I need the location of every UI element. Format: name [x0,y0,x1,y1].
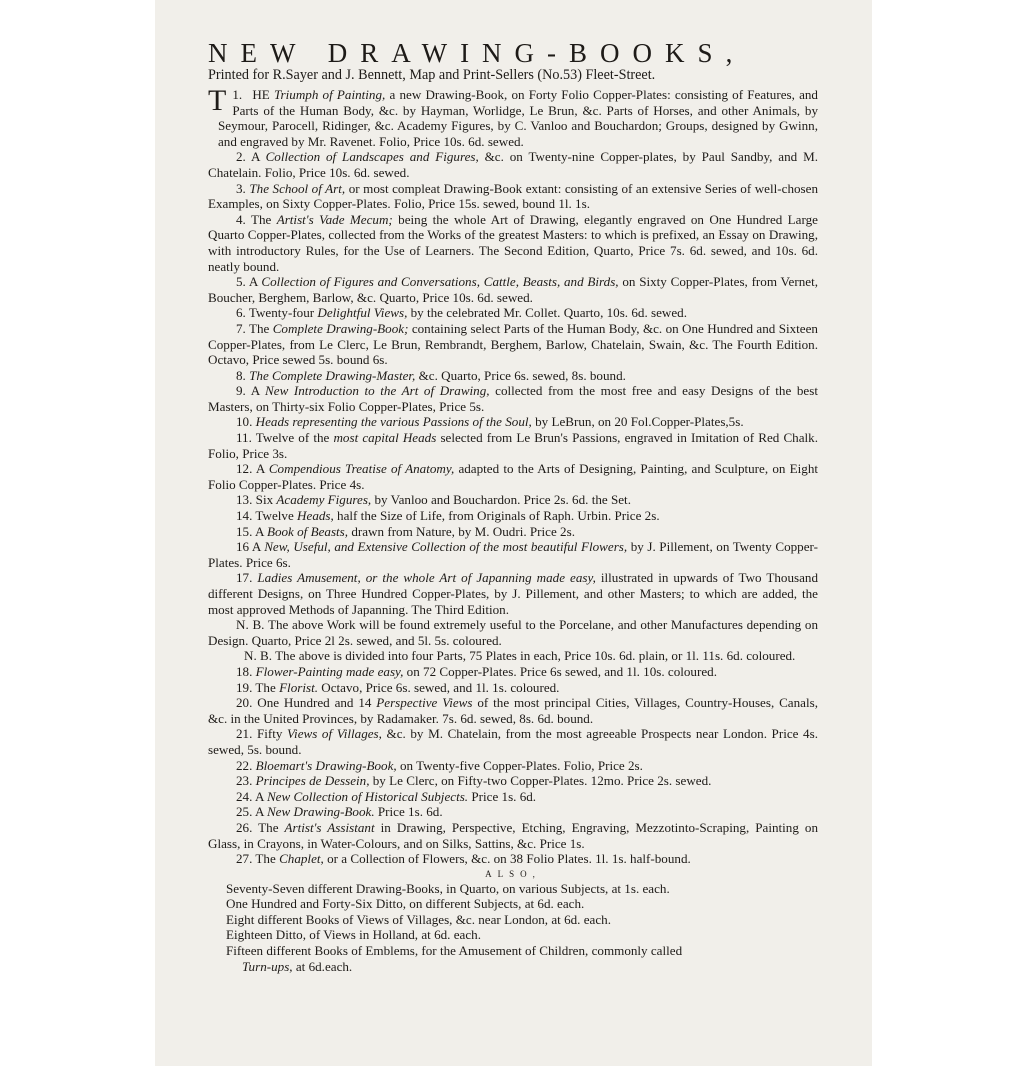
entry-number: 12. [236,461,253,477]
entry-number: 25. [236,804,253,820]
entry-lead: A [254,804,267,820]
catalogue-entry [208,680,818,696]
entry-lead: Twelve [255,508,298,524]
catalogue-entry [208,820,818,851]
entry-lead: HE [252,87,274,102]
entry-title: Flower-Painting made easy, [255,663,404,679]
entry-number: 2. [236,149,246,165]
also-item-last [226,959,818,975]
catalogue-entry [208,414,818,430]
turn-ups-title: Turn-ups, [242,958,293,974]
entry-number: 5. [236,274,246,290]
entry-number: 20. [236,695,253,711]
entry-title: Principes de Dessein, [255,773,370,789]
entry-number: 8. [236,367,246,383]
entry-title: Heads, [297,508,334,524]
entry-lead: A [251,539,265,555]
entry-title: The School of Art, [249,180,346,196]
entry-text: drawn from Nature, by M. Oudri. Price 2s. [348,523,575,539]
entry-text: a new Drawing-Book, on Forty Folio Copper-Plates: consisting of Features, and Parts of the Human Body, &c. by Hayman, Worlidge, Le Brun, &c. Parts of Horses, and other Animals, by Seymour, Parocell, Ridinger, &c. Academy Figures, by C. Vanloo and Bouchardon; Groups, designed by Gwinn, and engraved by Mr. Ravenet. Folio, Price 10s. 6d. sewed. [218,87,818,149]
entry-text: or most compleat Drawing-Book extant: consisting of an extensive Series of well-chosen Examples, on Sixty Copper-Plates. Folio, Price 15s. sewed, bound 1l. 1s. [208,180,818,212]
entry-title: Collection of Landscapes and Figures, [265,149,479,165]
entry-number: 19. [236,679,253,695]
catalogue-entry [208,508,818,524]
entry-number: 13. [236,492,253,508]
entry-text: The above is divided into four Parts, 75 Plates in each, Price 10s. 6d. plain, or 1l. 11s. 6d. coloured. [275,648,796,664]
entry-title: Academy Figures, [276,492,372,508]
entry-title: Delightful Views, [317,305,408,321]
entry-title: Views of Villages, [287,726,382,742]
entry-title: Compendious Treatise of Anatomy, [268,461,455,477]
entry-text: selected from Le Brun's Passions, engraved in Imitation of Red Chalk. Folio, Price 3s. [208,430,818,461]
catalogue-entry [208,181,818,212]
entry-lead: The [255,851,280,867]
entry-number: 3. [236,180,246,196]
entry-text: &c. Quarto, Price 6s. sewed, 8s. bound. [415,367,626,383]
entry-text: by J. Pillement, on Twenty Copper-Plates. Price 6s. [208,539,818,570]
catalogue-entry [208,773,818,789]
catalogue-entry [208,851,818,867]
catalogue-entry [208,648,818,664]
entry-title: Artist's Vade Mecum; [276,211,393,227]
entry-lead: A [250,149,266,165]
entry-text: collected from the most free and easy Designs of the best Masters, on Thirty-six Folio Copper-Plates, Price 5s. [208,383,818,414]
catalogue-entry [208,383,818,414]
entry-title: New Drawing-Book. [266,804,375,820]
entry-lead: A [250,383,266,399]
entry-title: The Complete Drawing-Master, [249,367,416,383]
entry-number: 9. [236,383,246,399]
catalogue-entry [208,758,818,774]
entry-text: being the whole Art of Drawing, elegantly engraved on One Hundred Large Quarto Copper-Plates, collected from the Works of the greatest Masters: to which is prefixed, an Essay on Drawing, with introductory Rules, for the Use of Learners. The Second Edition, Quarto, Price 7s. 6d. sewed, and 10s. 6d. neatly bound. [208,211,818,274]
entry-title: New, Useful, and Extensive Collection of the most beautiful Flowers, [264,539,628,555]
entry-text: Price 1s. 6d. [468,788,537,804]
entry-text: Price 1s. 6d. [374,804,443,820]
entry-lead: One Hundred and 14 [257,695,377,711]
entry-text: by Vanloo and Bouchardon. Price 2s. 6d. the Set. [371,492,631,508]
entry-lead: Twenty-four [248,305,318,321]
catalogue-entry [208,492,818,508]
entry-title: Heads representing the various Passions of the Soul, [255,414,532,430]
entry-lead: A [254,523,267,539]
entry-number: N. B. [244,648,273,664]
also-list [208,881,818,975]
also-item: One Hundred and Forty-Six Ditto, on different Subjects, at 6d. each. [226,896,585,912]
entry-text: or a Collection of Flowers, &c. on 38 Folio Plates. 1l. 1s. half-bound. [323,851,691,867]
entry-text: by the celebrated Mr. Collet. Quarto, 10s. 6d. sewed. [407,305,687,321]
entry-text: adapted to the Arts of Designing, Painting, and Sculpture, on Eight Folio Copper-Plates. Price 4s. [208,461,819,492]
entry-title: most capital Heads [333,430,437,446]
entry-lead: The [255,679,280,695]
entry-title: Ladies Amusement, or the whole Art of Japanning made easy, [257,570,596,586]
entry-lead: The [250,211,277,227]
catalogue-entry [208,804,818,820]
entry-title: Florist. [279,679,318,695]
entry-lead: Fifty [256,726,288,742]
catalogue-entry [208,726,818,757]
entry-text: by LeBrun, on 20 Fol.Copper-Plates,5s. [531,414,744,430]
entry-number: 1. [232,87,243,102]
entry-title: Bloemart's Drawing-Book, [255,757,397,773]
entry-lead: The [248,320,273,336]
catalogue-entry [208,570,818,617]
entry-text: of the most principal Cities, Villages, Country-Houses, Canals, &c. in the United Provinces, by Radamaker. 7s. 6d. sewed, 8s. 6d. bound. [208,695,818,726]
entry-text: &c. on Twenty-nine Copper-plates, by Paul Sandby, and M. Chatelain. Folio, Price 10s. 6d. sewed. [208,149,818,180]
catalogue-entry [208,461,818,492]
also-item: Eight different Books of Views of Villages, &c. near London, at 6d. each. [226,911,611,927]
entries [208,84,819,867]
entry-number: 21. [236,726,253,742]
entry-number: 23. [236,773,253,789]
entry-title: Perspective Views [376,695,473,711]
entry-text: Octavo, Price 6s. sewed, and 1l. 1s. coloured. [318,679,560,695]
entry-text: by Le Clerc, on Fifty-two Copper-Plates. 12mo. Price 2s. sewed. [369,773,712,789]
entry-title: Chaplet, [279,851,324,867]
entry-number: 6. [236,305,246,321]
entry-number: 26. [236,819,253,835]
entry-text: half the Size of Life, from Originals of Raph. Urbin. Price 2s. [333,508,660,524]
catalogue-entry [208,617,818,648]
entry-text: &c. by M. Chatelain, from the most agreeable Prospects near London. Price 4s. sewed, 5s. bound. [208,726,818,757]
entry-number: 14. [236,508,253,524]
entry-text: on 72 Copper-Plates. Price 6s sewed, and 1l. 10s. coloured. [403,663,717,679]
also-item: Eighteen Ditto, of Views in Holland, at 6d. each. [226,927,481,943]
entry-number: 7. [236,320,246,336]
catalogue-entry [208,84,818,149]
entry-lead: A [248,274,262,290]
entry-lead: Twelve of the [255,430,334,446]
entry-lead: A [255,461,269,477]
entry-number: 16 [236,539,250,555]
entry-title: New Introduction to the Art of Drawing, [265,383,490,399]
turn-ups-price: at 6d.each. [292,958,353,974]
catalogue-entry [208,664,818,680]
catalogue-entry [208,524,818,540]
entry-number: 15. [236,523,253,539]
entry-lead: Six [255,492,277,508]
entry-number: 11. [236,430,252,446]
entry-title: Book of Beasts, [266,523,349,539]
entry-text: The above Work will be found extremely useful to the Porcelane, and other Manufactures depending on Design. Quarto, Price 2l 2s. sewed, and 5l. 5s. coloured. [208,617,818,648]
entry-text: in Drawing, Perspective, Etching, Engraving, Mezzotinto-Scraping, Painting on Glass, in Crayons, in Water-Colours, and on Silks, Sattins, &c. Price 1s. [208,819,818,851]
entry-title: Complete Drawing-Book; [272,320,409,336]
entry-title: New Collection of Historical Subjects. [266,788,469,804]
publisher-line: Printed for R.Sayer and J. Bennett, Map and Print-Sellers (No.53) Fleet-Street. [208,67,656,83]
entry-number: 24. [236,788,253,804]
catalogue-entry [208,539,818,570]
catalogue-entry [208,305,818,321]
entry-number: 10. [236,414,253,430]
also-item: Fifteen different Books of Emblems, for the Amusement of Children, commonly called [226,943,683,959]
entry-text: illustrated in upwards of Two Thousand different Designs, on Three Hundred Copper-Plates, by J. Pillement, and other Masters; to which are added, the most approved Methods of Japanning. The Third Edition. [208,570,818,617]
entry-title: Artist's Assistant [284,819,375,835]
catalogue-entry [208,368,818,384]
page-title: NEW DRAWING-BOOKS, [208,38,746,68]
entry-number: N. B. [236,617,265,633]
entry-text: containing select Parts of the Human Body, &c. on One Hundred and Sixteen Copper-Plates, from Le Clerc, Le Brun, Rembrandt, Berghem, Barlow, Chatelain, Swain, &c. The Fourth Edition. Octavo, Price sewed 5s. bound 6s. [208,320,818,368]
entry-number: 4. [236,211,246,227]
catalogue-list [208,84,819,974]
entry-text: on Twenty-five Copper-Plates. Folio, Price 2s. [396,757,643,773]
catalogue-entry [208,430,818,461]
catalogue-entry [208,321,818,368]
drop-capital: T [208,84,227,117]
catalogue-entry [208,274,818,305]
entry-number: 27. [236,851,253,867]
entry-number: 18. [236,663,253,679]
catalogue-entry [208,149,818,180]
entry-lead: The [258,819,285,835]
entry-text: on Sixty Copper-Plates, from Vernet, Boucher, Berghem, Barlow, &c. Quarto, Price 10s. 6d. sewed. [208,274,818,305]
also-heading: ALSO, [485,868,541,879]
entry-number: 17. [236,570,253,586]
catalogue-entry [208,212,818,274]
entry-title: Triumph of Painting, [273,87,386,102]
catalogue-entry [208,695,818,726]
entry-lead: A [254,788,267,804]
entry-number: 22. [236,757,253,773]
catalogue-entry [208,789,818,805]
also-item: Seventy-Seven different Drawing-Books, in Quarto, on various Subjects, at 1s. each. [226,880,670,896]
entry-title: Collection of Figures and Conversations, Cattle, Beasts, and Birds, [261,274,619,290]
